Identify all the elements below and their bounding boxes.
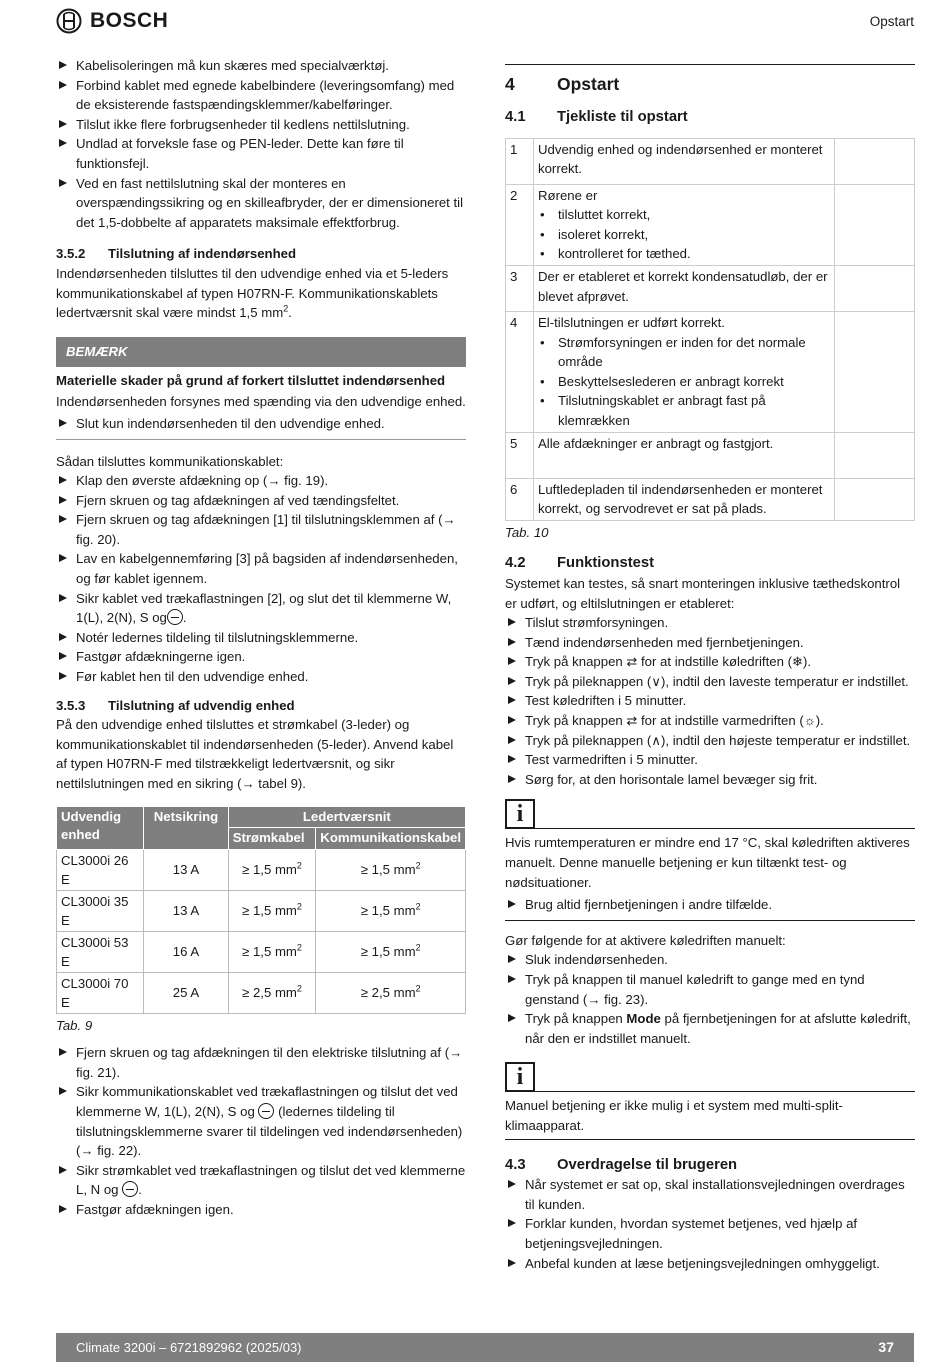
page-number: 37 xyxy=(878,1339,894,1355)
checkbox-cell[interactable] xyxy=(835,138,915,184)
notice-title: Materielle skader på grund af forkert tilsluttet indendørsenhed xyxy=(56,372,446,388)
table-header-fuse: Netsikring xyxy=(144,806,228,849)
func-bullet-list xyxy=(505,613,915,789)
list-item: Tryk på knappen ⇄ for at indstille varmedriften (☼). xyxy=(505,711,915,731)
table-caption: Tab. 10 xyxy=(505,524,549,540)
list-item: Fjern skruen og tag afdækningen til den elektriske tilslutning af (→ fig. 21). xyxy=(56,1043,466,1082)
bosch-logo xyxy=(56,8,168,34)
table-row: 1 Udvendig enhed og indendørsenhed er monteret korrekt. xyxy=(506,138,915,184)
brand-name: BOSCH xyxy=(90,9,169,33)
info-box xyxy=(505,799,915,829)
earth-icon xyxy=(258,1103,274,1119)
manual-bullet-list xyxy=(505,950,915,1048)
footer-doc-id: Climate 3200i – 6721892962 (2025/03) xyxy=(76,1340,302,1355)
info-box xyxy=(505,1062,915,1092)
info-bullet: Brug altid fjernbetjeningen i andre tilfælde. xyxy=(505,895,915,915)
list-item: Test varmedriften i 5 minutter. xyxy=(505,750,915,770)
info-icon: i xyxy=(505,799,535,829)
notice-label: BEMÆRK xyxy=(56,337,466,367)
checkbox-cell[interactable] xyxy=(835,432,915,478)
list-item: Tryk på pileknappen (∨), indtil den laveste temperatur er indstillet. xyxy=(505,672,915,692)
table-header-power: Strømkabel xyxy=(228,828,316,850)
list-item: Tilslut ikke flere forbrugsenheder til kedlens nettilslutning. xyxy=(56,115,466,135)
list-item: Tryk på knappen Mode på fjernbetjeningen for at afslutte køledrift, når den er indstillet manuelt. xyxy=(505,1009,915,1048)
section-heading-4-3: 4.3 Overdragelse til brugeren xyxy=(505,1156,738,1173)
table-row: CL3000i 70 E 25 A ≥ 2,5 $mm^2$ ≥ 2,5 $mm^2$ xyxy=(57,972,466,1013)
table-caption: Tab. 9 xyxy=(56,1017,93,1033)
notice-divider xyxy=(56,434,466,440)
func-intro: Systemet kan testes, så snart monteringen inklusive tæthedskontrol er udført, og eltilslutningen er etableret: xyxy=(505,575,901,611)
info-text: Manuel betjening er ikke mulig i et system med multi-split-klimaapparat. xyxy=(505,1098,843,1133)
table-header-cross: Ledertværsnit xyxy=(228,806,465,828)
list-item: Lav en kabelgennemføring [3] på bagsiden af indendørsenheden, og før kablet igennem. xyxy=(56,549,466,588)
table-row: 4 El-tilslutningen er udført korrekt. • Strømforsyningen er inden for det normale område • Beskyttelseslederen er anbragt korrekt • Tilslutningskablet er anbragt fast på klemrækken xyxy=(506,311,915,432)
right-column xyxy=(505,56,915,1273)
table-row: 2 Rørene er • tilsluttet korrekt, • isoleret korrekt, • kontrolleret for tæthed. xyxy=(506,184,915,265)
table-10-checklist xyxy=(505,138,915,521)
list-item: Tilslut strømforsyningen. xyxy=(505,613,915,633)
section-title: Opstart xyxy=(869,14,914,29)
section-heading-3-5-3: 3.5.3 Tilslutning af udvendig enhed xyxy=(56,697,295,713)
section-heading-4-2: 4.2 Funktionstest xyxy=(505,555,655,572)
list-item: Kabelisoleringen må kun skæres med specialværktøj. xyxy=(56,56,466,76)
list-item: Tænd indendørsenheden med fjernbetjeningen. xyxy=(505,633,915,653)
checkbox-cell[interactable] xyxy=(835,184,915,265)
checkbox-cell[interactable] xyxy=(835,311,915,432)
table-header-comm: Kommunikationskabel xyxy=(316,828,466,850)
section-text: På den udvendige enhed tilsluttes et strømkabel (3-leder) og kommunikationskablet til indendørsenheden (5-leder). Anvend kabel af typen H07RN-F med tilstrækkeligt ledertværsnit, og sikr nettilslutningen med en sikring (→ tabel 9). xyxy=(56,717,454,791)
table-row: CL3000i 53 E 16 A ≥ 1,5 $mm^2$ ≥ 1,5 $mm^2$ xyxy=(57,931,466,972)
list-item: Forbind kablet med egnede kabelbindere (leveringsomfang) med de eksisterende fastspændingsklemmer/kabelføringer. xyxy=(56,76,466,115)
list-item: Undlad at forveksle fase og PEN-leder. Dette kan føre til funktionsfejl. xyxy=(56,134,466,173)
chapter-heading-4: 4 Opstart xyxy=(505,64,915,100)
list-item: Sørg for, at den horisontale lamel bevæger sig frit. xyxy=(505,770,915,790)
list-item: Sikr strømkablet ved trækaflastningen og tilslut det ved klemmerne L, N og . xyxy=(56,1161,466,1200)
intro-bullet-list xyxy=(56,56,466,232)
outer-bullet-list xyxy=(56,1043,466,1219)
list-item: Notér ledernes tildeling til tilslutningsklemmerne. xyxy=(56,628,466,648)
info-divider xyxy=(505,915,915,921)
comm-intro: Sådan tilsluttes kommunikationskablet: xyxy=(56,453,284,469)
notice-bullet: Slut kun indendørsenheden til den udvendige enhed. xyxy=(56,414,466,434)
table-row: 5 Alle afdækninger er anbragt og fastgjort. xyxy=(506,432,915,478)
info-divider xyxy=(505,1136,915,1140)
table-9 xyxy=(56,806,466,1014)
list-item: Tryk på knappen ⇄ for at indstille køledriften (❄). xyxy=(505,652,915,672)
earth-icon xyxy=(167,609,183,625)
list-item: Anbefal kunden at læse betjeningsvejledningen omhyggeligt. xyxy=(505,1254,915,1274)
list-item: Forklar kunden, hvordan systemet betjenes, ved hjælp af betjeningsvejledningen. xyxy=(505,1214,915,1253)
section-text: Indendørsenheden tilsluttes til den udvendige enhed via et 5-leders kommunikationskabel af typen H07RN-F. Kommunikationskablets ledertværsnit skal være mindst 1,5 $mm^2$. xyxy=(56,265,449,321)
info-text: Hvis rumtemperaturen er mindre end 17 °C, skal køledriften aktiveres manuelt. Denne manuelle betjening er kun tiltænkt test- og nødsituationer. xyxy=(505,835,910,890)
table-row: 3 Der er etableret et korrekt kondensatudløb, der er blevet afprøvet. xyxy=(506,265,915,311)
section-heading-3-5-2: 3.5.2 Tilslutning af indendørsenhed xyxy=(56,246,297,262)
list-item: Tryk på pileknappen (∧), indtil den højeste temperatur er indstillet. xyxy=(505,731,915,751)
notice-text: Indendørsenheden forsynes med spænding via den udvendige enhed. xyxy=(56,394,466,410)
mode-cycle-icon: ⇄ xyxy=(626,713,638,729)
table-row: CL3000i 26 E 13 A ≥ 1,5 $mm^2$ ≥ 1,5 $mm^2$ xyxy=(57,849,466,890)
page-footer xyxy=(56,1333,914,1362)
section-heading-4-1: 4.1 Tjekliste til opstart xyxy=(505,109,688,125)
handover-bullet-list xyxy=(505,1175,915,1273)
left-column xyxy=(56,56,466,1220)
list-item: Fastgør afdækningerne igen. xyxy=(56,647,466,667)
table-row: 6 Luftledepladen til indendørsenheden er monteret korrekt, og servodrevet er sat på plads. xyxy=(506,478,915,520)
table-row: CL3000i 35 E 13 A ≥ 1,5 $mm^2$ ≥ 1,5 $mm^2$ xyxy=(57,890,466,931)
manual-intro: Gør følgende for at aktivere køledriften manuelt: xyxy=(505,932,786,948)
list-item: Sluk indendørsenheden. xyxy=(505,950,915,970)
info-icon: i xyxy=(505,1062,535,1092)
list-item: Klap den øverste afdækning op (→ fig. 19). xyxy=(56,471,466,491)
comm-bullet-list xyxy=(56,471,466,687)
list-item: Fjern skruen og tag afdækningen [1] til tilslutningsklemmen af (→ fig. 20). xyxy=(56,510,466,549)
mode-cycle-icon: ⇄ xyxy=(626,654,638,670)
list-item: Fastgør afdækningen igen. xyxy=(56,1200,466,1220)
list-item: Før kablet hen til den udvendige enhed. xyxy=(56,667,466,687)
list-item: Fjern skruen og tag afdækningen af ved tændingsfeltet. xyxy=(56,491,466,511)
page-header xyxy=(56,6,914,36)
list-item: Test køledriften i 5 minutter. xyxy=(505,691,915,711)
bosch-armature-icon xyxy=(56,8,82,34)
list-item: Sikr kommunikationskablet ved trækaflastningen og tilslut det ved klemmerne W, 1(L), 2(N), S og (ledernes tildeling til tilslutningsklemmerne svarer til tildelingen ved indendørsenheden) (→ fig. 22). xyxy=(56,1082,466,1160)
earth-icon xyxy=(122,1181,138,1197)
list-item: Når systemet er sat op, skal installationsvejledningen overdrages til kunden. xyxy=(505,1175,915,1214)
list-item: Ved en fast nettilslutning skal der monteres en overspændingssikring og en skilleafbryder, der er dimensioneret til det 1,5-dobbelte af apparatets maksimale effektforbrug. xyxy=(56,174,466,233)
checkbox-cell[interactable] xyxy=(835,265,915,311)
checkbox-cell[interactable] xyxy=(835,478,915,520)
list-item: Sikr kablet ved trækaflastningen [2], og slut det til klemmerne W, 1(L), 2(N), S og . xyxy=(56,589,466,628)
table-header-unit: Udvendig enhed xyxy=(57,806,144,849)
list-item: Tryk på knappen til manuel køledrift to gange med en tynd genstand (→ fig. 23). xyxy=(505,970,915,1009)
